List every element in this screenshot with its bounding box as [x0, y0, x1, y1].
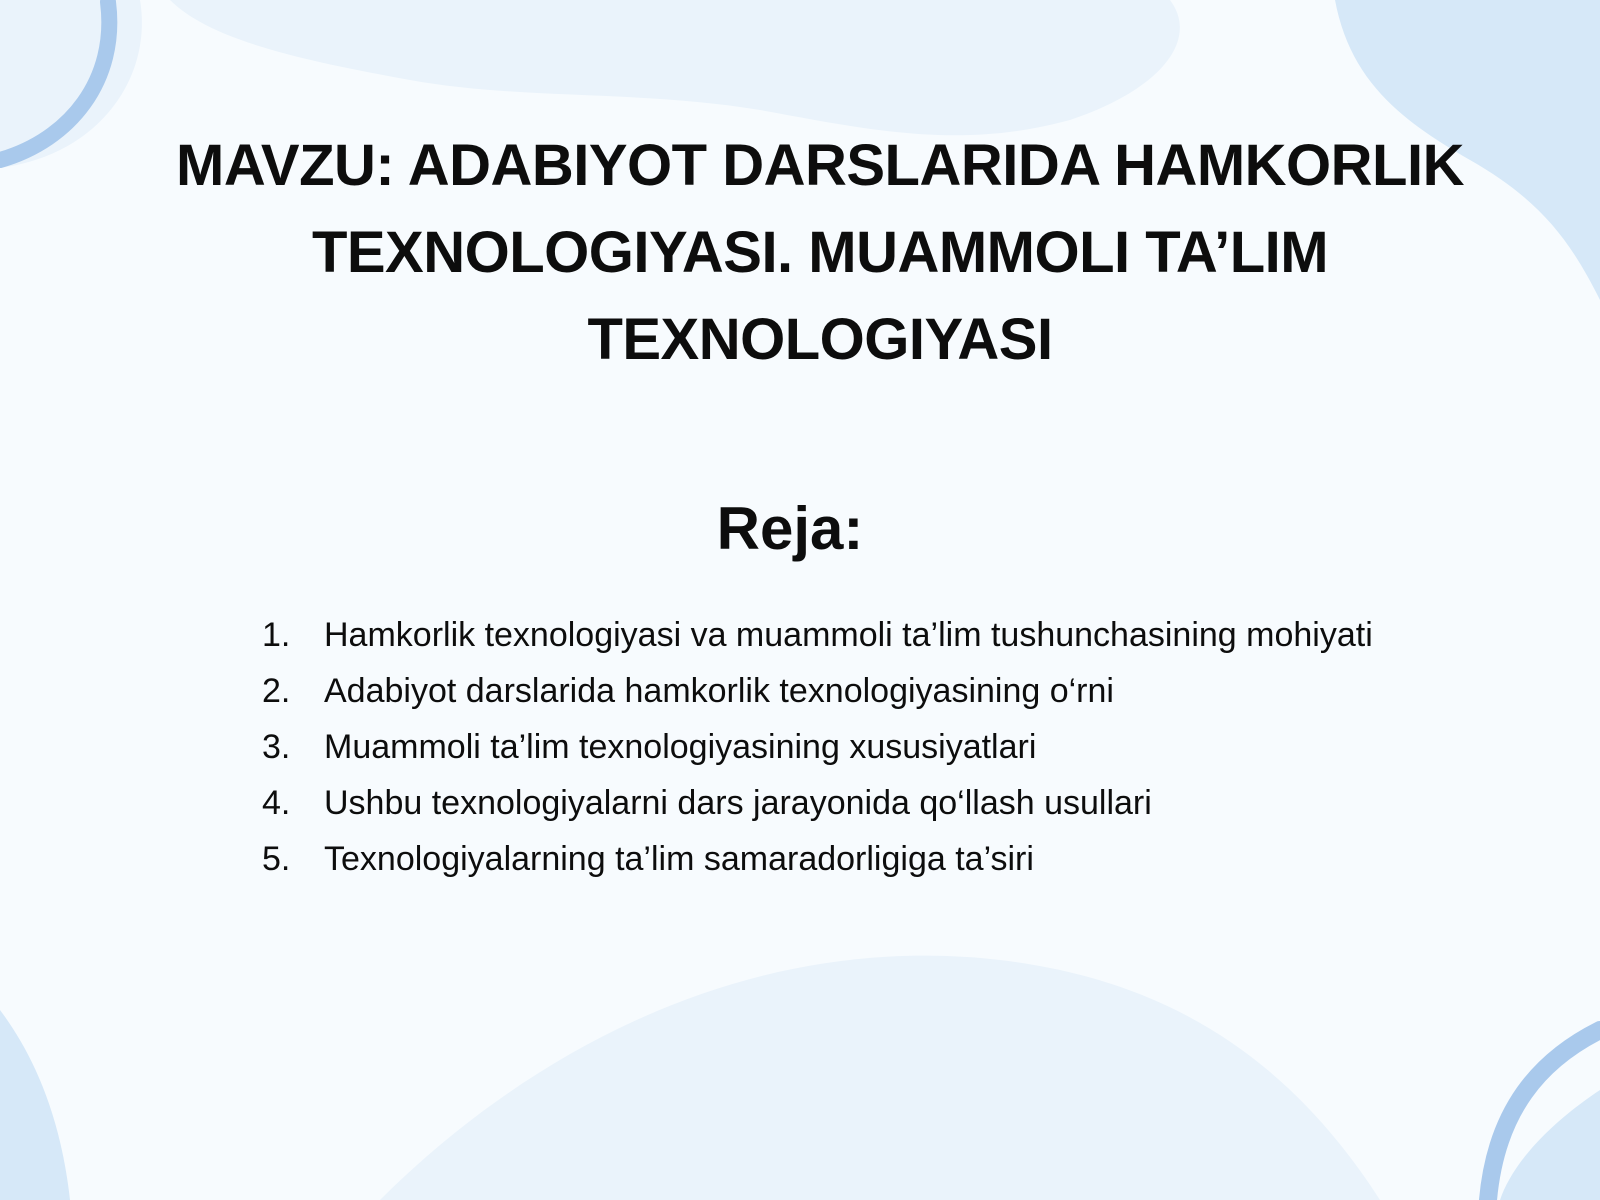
- slide-title: MAVZU: ADABIYOT DARSLARIDA HAMKORLIK TEXNOLOGIYASI. MUAMMOLI TA’LIM TEXNOLOGIYASI: [176, 133, 1464, 372]
- plan-item: [262, 663, 1562, 719]
- plan-item-number: 2.: [262, 672, 291, 710]
- plan-item: [262, 775, 1562, 831]
- plan-heading: Reja:: [716, 495, 864, 562]
- plan-item-number: 4.: [262, 784, 291, 822]
- plan-item: [262, 719, 1562, 775]
- plan-item-number: 1.: [262, 616, 291, 654]
- plan-item-text: Texnologiyalarning ta’lim samaradorligiga ta’siri: [324, 840, 1034, 878]
- plan-item-text: Adabiyot darslarida hamkorlik texnologiyasining o‘rni: [324, 672, 1114, 710]
- plan-item: [262, 607, 1562, 663]
- plan-item-text: Hamkorlik texnologiyasi va muammoli ta’lim tushunchasining mohiyati: [324, 616, 1373, 654]
- plan-item-text: Muammoli ta’lim texnologiyasining xususiyatlari: [324, 728, 1037, 766]
- plan-item-number: 3.: [262, 728, 291, 766]
- plan-item: [262, 831, 1562, 887]
- plan-item-text: Ushbu texnologiyalarni dars jarayonida qo‘llash usullari: [324, 784, 1152, 822]
- plan-list: [262, 607, 1562, 887]
- plan-item-number: 5.: [262, 840, 291, 878]
